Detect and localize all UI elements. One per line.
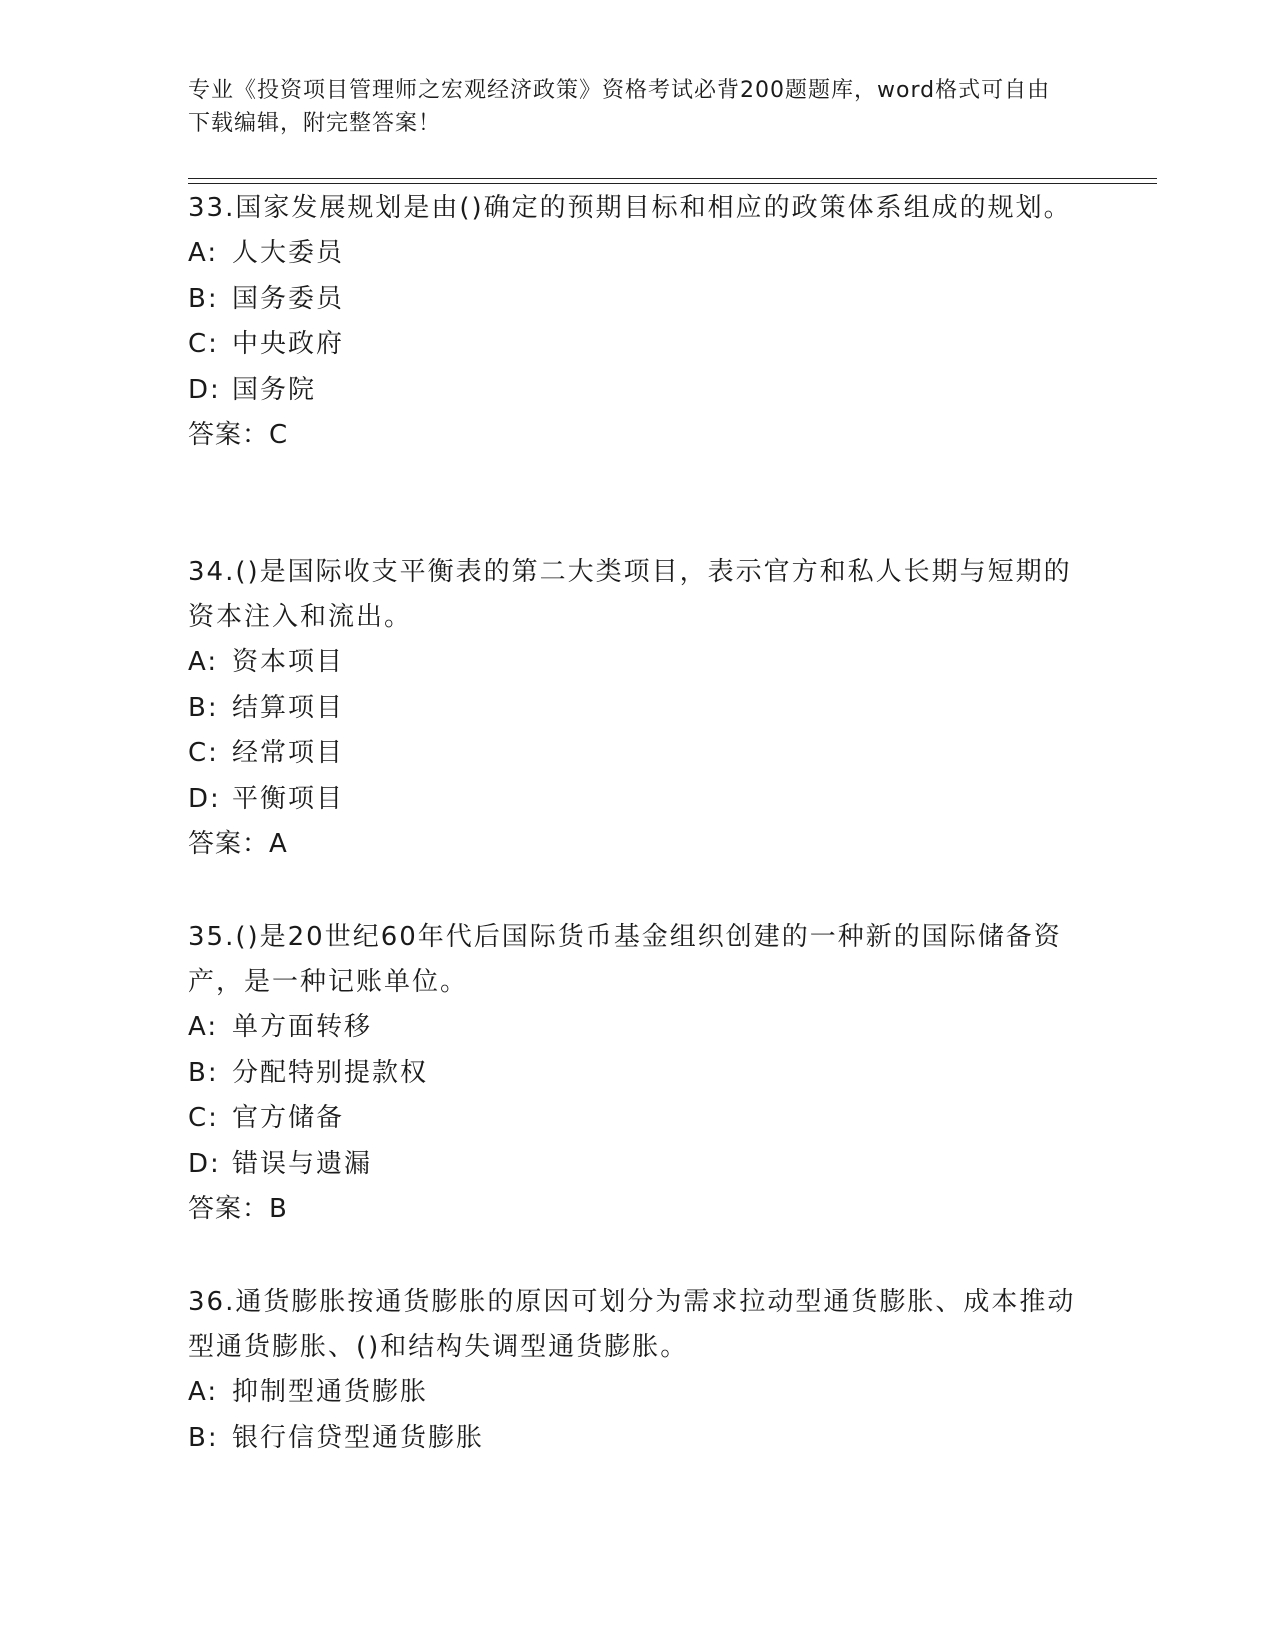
option-b (188, 277, 1078, 323)
answer-label: 答案： (188, 420, 270, 450)
question-36 (188, 1280, 1078, 1461)
option-a (188, 640, 1078, 686)
answer-label: 答案： (188, 829, 270, 859)
option-text: 中央政府 (232, 329, 345, 359)
option-key: D: (188, 783, 221, 814)
option-key: B: (188, 283, 219, 314)
option-key: A: (188, 647, 219, 677)
option-text: 错误与遗漏 (232, 1148, 373, 1179)
option-text: 抑制型通货膨胀 (232, 1377, 429, 1407)
answer-line (188, 1187, 1078, 1232)
answer-value: A (269, 829, 288, 859)
option-key: A: (188, 1012, 219, 1042)
answer-value: C (269, 420, 289, 450)
question-stem: 34.()是国际收支平衡表的第二大类项目，表示官方和私人长期与短期的资本注入和流出。 (188, 557, 1072, 632)
option-key: C: (188, 1103, 219, 1133)
option-key: B: (188, 1057, 219, 1088)
question-stem: 33.国家发展规划是由()确定的预期目标和相应的政策体系组成的规划。 (188, 193, 1072, 223)
option-text: 单方面转移 (232, 1012, 373, 1042)
option-c (188, 1096, 1078, 1142)
option-key: C: (188, 329, 219, 359)
option-a (188, 231, 1078, 277)
question-34 (188, 550, 1078, 867)
option-text: 资本项目 (232, 647, 345, 677)
answer-line (188, 822, 1078, 867)
option-c (188, 322, 1078, 368)
option-b (188, 686, 1078, 732)
answer-label: 答案： (188, 1194, 270, 1224)
option-b (188, 1416, 1078, 1462)
option-text: 分配特别提款权 (232, 1057, 429, 1088)
option-key: B: (188, 1422, 219, 1453)
option-key: C: (188, 738, 219, 768)
option-text: 国务院 (232, 374, 317, 405)
option-key: A: (188, 1377, 219, 1407)
question-stem: 36.通货膨胀按通货膨胀的原因可划分为需求拉动型通货膨胀、成本推动型通货膨胀、()和结构失调型通货膨胀。 (188, 1287, 1076, 1362)
option-text: 官方储备 (232, 1103, 345, 1133)
option-key: B: (188, 692, 219, 723)
option-a (188, 1370, 1078, 1416)
option-d (188, 777, 1078, 823)
answer-line (188, 413, 1078, 458)
option-c (188, 731, 1078, 777)
option-text: 结算项目 (232, 692, 345, 723)
option-a (188, 1005, 1078, 1051)
option-key: D: (188, 1148, 221, 1179)
option-text: 平衡项目 (232, 783, 345, 814)
question-35 (188, 915, 1078, 1232)
option-d (188, 368, 1078, 414)
header-divider-bottom (188, 183, 1157, 184)
document-title: 专业《投资项目管理师之宏观经济政策》资格考试必背200题题库，word格式可自由下载编辑，附完整答案！ (188, 78, 1051, 136)
answer-value: B (269, 1194, 288, 1224)
question-33 (188, 186, 1078, 458)
option-text: 经常项目 (232, 738, 345, 768)
option-b (188, 1051, 1078, 1097)
option-key: D: (188, 374, 221, 405)
option-text: 国务委员 (232, 283, 345, 314)
option-key: A: (188, 238, 219, 268)
option-d (188, 1142, 1078, 1188)
option-text: 人大委员 (232, 238, 345, 268)
question-stem: 35.()是20世纪60年代后国际货币基金组织创建的一种新的国际储备资产，是一种记账单位。 (188, 922, 1062, 997)
option-text: 银行信贷型通货膨胀 (232, 1422, 485, 1453)
header-divider-top (188, 178, 1157, 179)
